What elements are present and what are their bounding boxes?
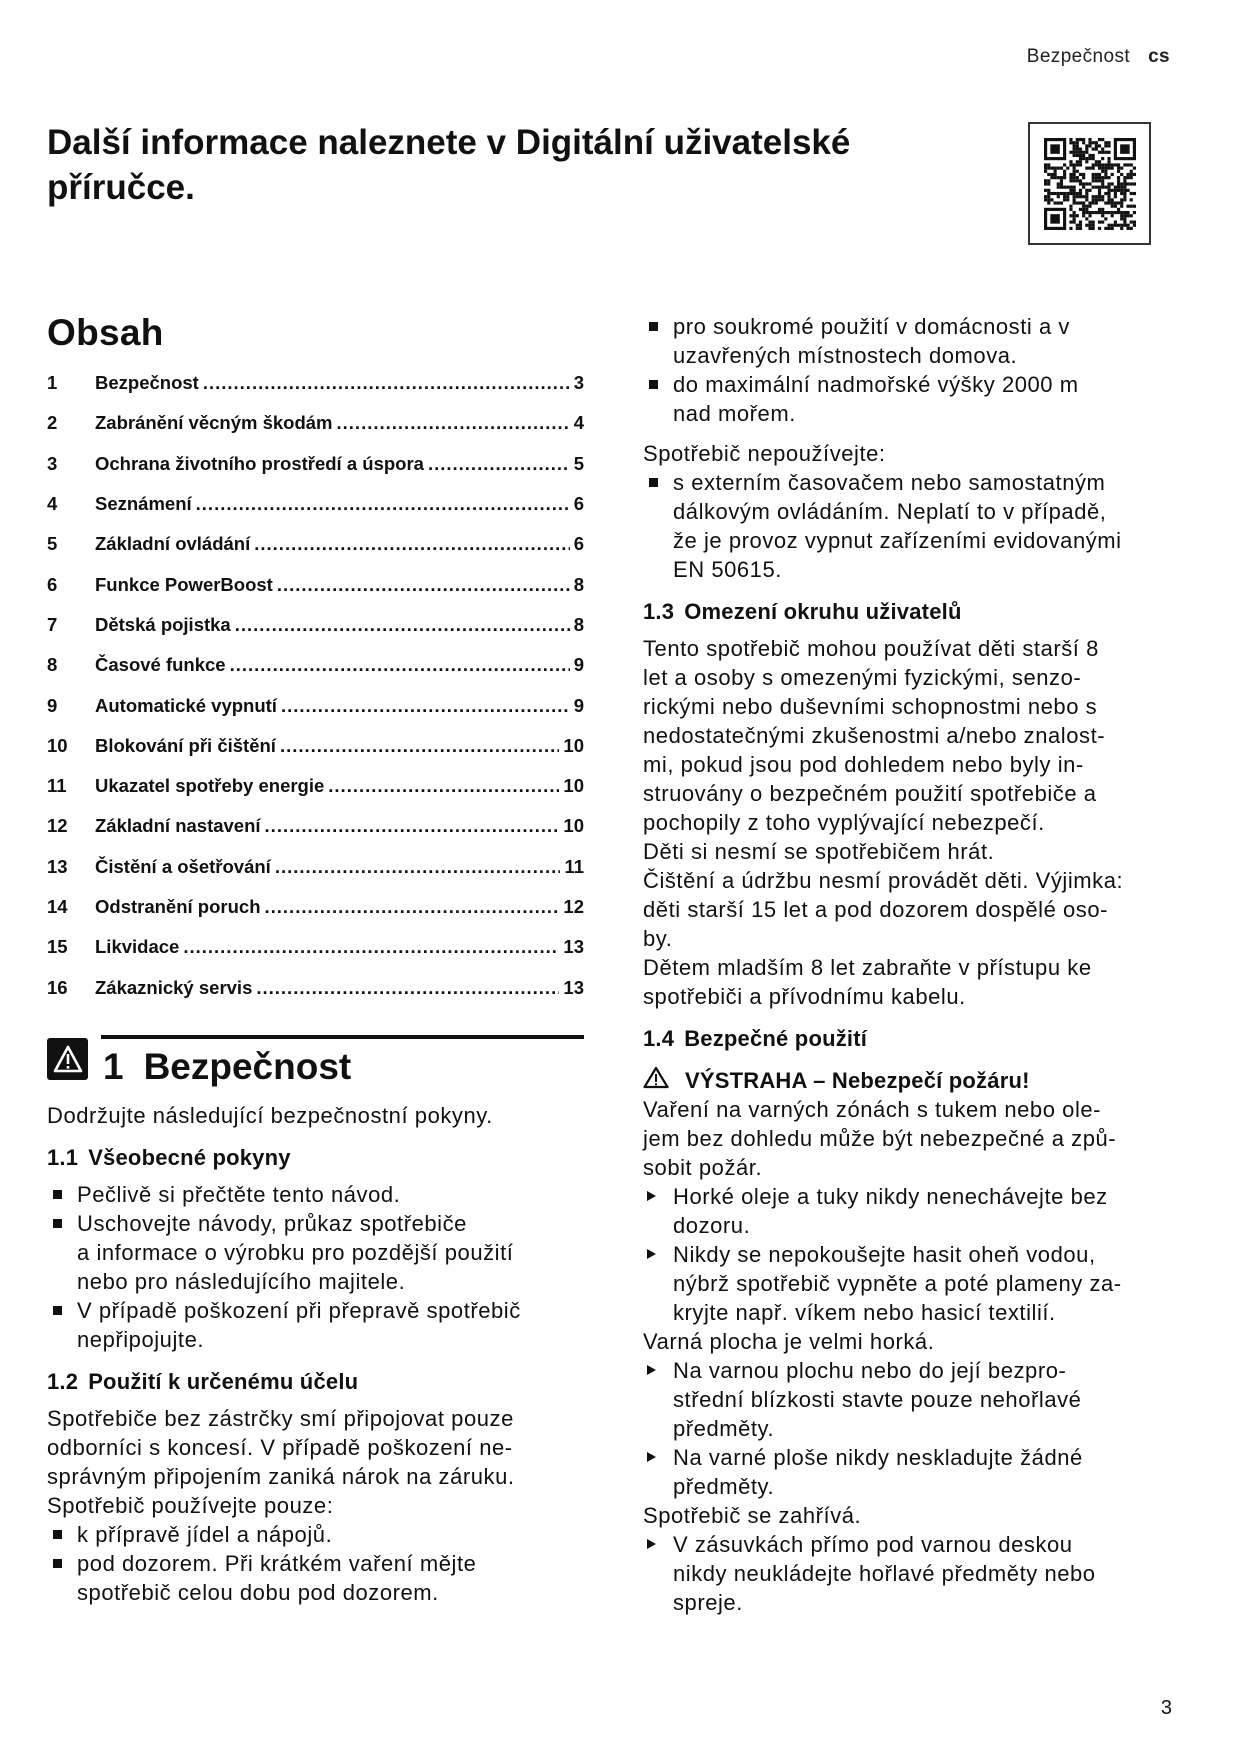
section-rule	[101, 1035, 584, 1039]
toc-item-number: 12	[47, 815, 68, 837]
instruction-step	[643, 1240, 1183, 1327]
toc-item[interactable]	[47, 605, 584, 645]
text-line: Varná plocha je velmi horká.	[643, 1329, 935, 1354]
arrow-right-icon	[647, 1365, 656, 1375]
toc-leader-dots	[328, 775, 559, 797]
toc-item-label: Bezpečnost	[95, 372, 199, 394]
bullet-item	[47, 1549, 587, 1607]
toc-leader-dots	[281, 695, 570, 717]
bullet-square-icon	[53, 1559, 62, 1568]
toc-item-number: 10	[47, 734, 68, 756]
subsection-number: 1.3	[643, 599, 675, 624]
toc-item[interactable]	[47, 524, 584, 564]
toc-item[interactable]	[47, 564, 584, 604]
text-line: let a osoby s omezenými fyzickými, senzo-	[643, 665, 1082, 690]
text-line: s externím časovačem nebo samostatným	[673, 470, 1106, 495]
toc-item-label: Funkce PowerBoost	[95, 573, 273, 595]
toc-item-page: 10	[563, 734, 584, 756]
subsection-number: 1.2	[47, 1369, 79, 1394]
paragraph	[47, 1404, 587, 1520]
toc-item[interactable]	[47, 927, 584, 967]
text-line: Dětem mladším 8 let zabraňte v přístupu ke	[643, 955, 1092, 980]
toc-item-number: 5	[47, 533, 58, 555]
toc-item-number: 13	[47, 855, 68, 877]
toc-leader-dots	[265, 815, 560, 837]
instruction-step	[643, 1443, 1183, 1501]
text-line: Na varné ploše nikdy neskladujte žádné	[673, 1445, 1083, 1470]
toc-item-page: 3	[573, 372, 584, 394]
left-column-content	[47, 1101, 587, 1607]
text-line: nýbrž spotřebič vypněte a poté plameny za-	[673, 1271, 1122, 1296]
subsection-heading	[47, 1367, 587, 1396]
toc-item[interactable]	[47, 806, 584, 846]
toc-item[interactable]	[47, 726, 584, 766]
subsection-heading	[643, 597, 1183, 626]
text-line: Děti si nesmí se spotřebičem hrát.	[643, 839, 995, 864]
paragraph	[643, 634, 1183, 1011]
text-line: spreje.	[673, 1590, 743, 1615]
text-line: a informace o výrobku pro pozdější použití	[77, 1240, 514, 1265]
toc-item-page: 5	[573, 452, 584, 474]
subsection-heading	[47, 1143, 587, 1172]
text-line: jem bez dohledu může být nebezpečné a způ-	[643, 1126, 1117, 1151]
text-line: pro soukromé použití v domácnosti a v	[673, 314, 1070, 339]
instruction-step	[643, 1356, 1183, 1443]
text-line: k přípravě jídel a nápojů.	[77, 1522, 333, 1547]
toc-item-page: 10	[563, 815, 584, 837]
text-line: Pečlivě si přečtěte tento návod.	[77, 1182, 401, 1207]
bullet-square-icon	[649, 380, 658, 389]
toc-item-number: 15	[47, 936, 68, 958]
text-line: Na varnou plochu nebo do její bezpro-	[673, 1358, 1067, 1383]
running-header-section: Bezpečnost	[1026, 46, 1131, 67]
bullet-item	[643, 370, 1183, 428]
bullet-square-icon	[53, 1306, 62, 1315]
text-line: Uschovejte návody, průkaz spotřebiče	[77, 1211, 467, 1236]
toc-title: Obsah	[47, 312, 164, 353]
qr-code-icon	[1044, 138, 1136, 230]
toc-item-page: 11	[564, 855, 584, 877]
toc-item-label: Likvidace	[95, 936, 180, 958]
toc-item-number: 14	[47, 896, 68, 917]
bullet-square-icon	[649, 322, 658, 331]
toc-leader-dots	[254, 533, 569, 555]
text-line: Tento spotřebič mohou používat děti starší 8	[643, 636, 1099, 661]
text-line: Spotřebič se zahřívá.	[643, 1503, 862, 1528]
instruction-step	[643, 1530, 1183, 1617]
paragraph	[643, 1501, 1183, 1530]
toc-leader-dots	[337, 412, 570, 434]
toc-item[interactable]	[47, 363, 584, 403]
toc-leader-dots	[183, 936, 559, 958]
toc-item-label: Ochrana životního prostředí a úspora	[95, 452, 424, 474]
bullet-square-icon	[53, 1190, 62, 1199]
toc-item-label: Blokování při čištění	[95, 734, 276, 756]
text-line: Spotřebič nepoužívejte:	[643, 441, 886, 466]
toc-item-label: Základní nastavení	[95, 815, 261, 837]
toc-item-label: Ukazatel spotřeby energie	[95, 775, 325, 797]
subsection-title: Všeobecné pokyny	[88, 1145, 291, 1170]
warning-triangle-icon	[47, 1038, 88, 1080]
subsection-heading	[643, 1024, 1183, 1053]
toc-item-page: 9	[573, 694, 584, 716]
toc-leader-dots	[196, 493, 570, 515]
toc-item-label: Časové funkce	[95, 654, 226, 676]
text-line: Spotřebiče bez zástrčky smí připojovat pouze	[47, 1406, 514, 1431]
paragraph	[643, 1095, 1183, 1182]
text-line: že je provoz vypnut zařízeními evidovanými	[673, 528, 1122, 553]
toc-item-label: Zákaznický servis	[95, 976, 253, 998]
text-line: uzavřených místnostech domova.	[673, 343, 1018, 368]
text-line: střední blízkosti stavte pouze nehořlavé	[673, 1387, 1082, 1412]
toc-leader-dots	[230, 654, 570, 676]
section-title: Bezpečnost	[143, 1046, 352, 1087]
text-line: nad mořem.	[673, 401, 796, 426]
section-number: 1	[103, 1046, 124, 1087]
toc-item-page: 9	[573, 654, 584, 676]
subsection-title: Použití k určenému účelu	[88, 1369, 359, 1394]
text-line: odborníci s koncesí. V případě poškození ne-	[47, 1435, 513, 1460]
warning-triangle-icon	[643, 1066, 685, 1096]
bullet-item	[47, 1180, 587, 1209]
toc-item-number: 6	[47, 573, 58, 595]
toc-item-label: Základní ovládání	[95, 533, 251, 555]
text-line: nikdy neukládejte hořlavé předměty nebo	[673, 1561, 1096, 1586]
toc-item-label: Automatické vypnutí	[95, 694, 277, 716]
arrow-right-icon	[647, 1539, 656, 1549]
toc-item-number: 4	[47, 493, 58, 515]
toc-item-page: 6	[573, 493, 584, 515]
toc-item-number: 2	[47, 412, 58, 434]
toc-leader-dots	[428, 453, 570, 475]
bullet-item	[47, 1209, 587, 1296]
paragraph	[643, 1327, 1183, 1356]
text-line: spotřebiči a přívodnímu kabelu.	[643, 984, 966, 1009]
toc-item-page: 13	[563, 976, 584, 998]
text-line: sobit požár.	[643, 1155, 763, 1180]
bullet-square-icon	[649, 478, 658, 487]
toc-item[interactable]	[47, 685, 584, 725]
toc-item-number: 1	[47, 372, 58, 394]
toc-item-page: 8	[573, 613, 584, 635]
toc-leader-dots	[277, 574, 570, 596]
toc-item-label: Seznámení	[95, 493, 192, 515]
toc-leader-dots	[265, 896, 560, 918]
subsection-title: Omezení okruhu uživatelů	[684, 599, 962, 624]
instruction-step	[643, 1182, 1183, 1240]
toc-item[interactable]	[47, 847, 584, 887]
title-line: příručce.	[47, 168, 195, 207]
text-line: Nikdy se nepokoušejte hasit oheň vodou,	[673, 1242, 1096, 1267]
page-number: 3	[1160, 1697, 1172, 1719]
warning-heading	[643, 1066, 1183, 1095]
text-line: předměty.	[673, 1416, 775, 1441]
text-line: Dodržujte následující bezpečnostní pokyny.	[47, 1103, 493, 1128]
table-of-contents	[47, 363, 584, 1008]
toc-item[interactable]	[47, 887, 584, 927]
text-line: pochopily z toho vyplývající nebezpečí.	[643, 810, 1045, 835]
toc-item-number: 11	[47, 775, 67, 797]
text-line: nedostatečnými zkušenostmi a/nebo znalost-	[643, 723, 1106, 748]
arrow-right-icon	[647, 1191, 656, 1201]
text-line: struovány o bezpečném použití spotřebiče a	[643, 781, 1097, 806]
toc-item-page: 12	[563, 896, 584, 917]
arrow-right-icon	[647, 1249, 656, 1259]
bullet-square-icon	[53, 1219, 62, 1228]
text-line: mi, pokud jsou pod dohledem nebo byly in-	[643, 752, 1084, 777]
bullet-item	[643, 468, 1183, 584]
text-line: do maximální nadmořské výšky 2000 m	[673, 372, 1079, 397]
arrow-right-icon	[647, 1452, 656, 1462]
bullet-item	[47, 1296, 587, 1354]
text-line: nebo pro následujícího majitele.	[77, 1269, 406, 1294]
toc-leader-dots	[256, 977, 559, 999]
text-line: kryjte např. víkem nebo hasicí textilií.	[673, 1300, 1056, 1325]
toc-item[interactable]	[47, 484, 584, 524]
text-line: nepřipojujte.	[77, 1327, 205, 1352]
text-line: dálkovým ovládáním. Neplatí to v případě,	[673, 499, 1107, 524]
toc-item-number: 16	[47, 976, 68, 998]
toc-item-number: 7	[47, 613, 58, 635]
bullet-square-icon	[53, 1530, 62, 1539]
text-line: spotřebič celou dobu pod dozorem.	[77, 1580, 439, 1605]
text-line: Čištění a údržbu nesmí provádět děti. Výjimka:	[643, 868, 1124, 893]
toc-item-label: Zabránění věcným škodám	[95, 412, 333, 434]
text-line: by.	[643, 926, 673, 951]
toc-item-page: 4	[573, 412, 584, 434]
title-line: Další informace naleznete v Digitální uživatelské	[47, 123, 851, 162]
text-line: V případě poškození při přepravě spotřebič	[77, 1298, 521, 1323]
toc-item-page: 6	[573, 533, 584, 555]
text-line: správným připojením zaniká nárok na záruku.	[47, 1464, 515, 1489]
toc-item-label: Dětská pojistka	[95, 613, 231, 635]
subsection-title: Bezpečné použití	[684, 1026, 868, 1051]
toc-item-number: 8	[47, 654, 58, 676]
bullet-item	[47, 1520, 587, 1549]
text-line: EN 50615.	[673, 557, 782, 582]
text-line: rickými nebo duševními schopnostmi nebo s	[643, 694, 1098, 719]
right-column-content	[643, 312, 1183, 1617]
toc-leader-dots	[275, 856, 561, 878]
language-code: cs	[1148, 46, 1170, 67]
toc-item-number: 9	[47, 694, 58, 716]
text-line: děti starší 15 let a pod dozorem dospělé oso-	[643, 897, 1109, 922]
toc-item[interactable]	[47, 645, 584, 685]
toc-item[interactable]	[47, 967, 584, 1007]
warning-text: VÝSTRAHA – Nebezpečí požáru!	[685, 1068, 1030, 1093]
text-line: pod dozorem. Při krátkém vaření mějte	[77, 1551, 477, 1576]
section-heading	[103, 1045, 351, 1089]
document-title	[47, 120, 947, 210]
paragraph	[47, 1101, 587, 1130]
toc-item-page: 13	[563, 936, 584, 958]
toc-item-label: Odstranění poruch	[95, 896, 261, 917]
text-line: Vaření na varných zónách s tukem nebo ole-	[643, 1097, 1102, 1122]
text-line: Spotřebič používejte pouze:	[47, 1493, 334, 1518]
toc-item[interactable]	[47, 403, 584, 443]
toc-item-page: 8	[573, 573, 584, 595]
toc-leader-dots	[203, 372, 570, 394]
toc-item[interactable]	[47, 766, 584, 806]
subsection-number: 1.1	[47, 1145, 79, 1170]
text-line: V zásuvkách přímo pod varnou deskou	[673, 1532, 1073, 1557]
qr-code[interactable]	[1028, 122, 1151, 245]
toc-item-page: 10	[563, 775, 584, 797]
bullet-item	[643, 312, 1183, 370]
text-line: Horké oleje a tuky nikdy nenechávejte bez	[673, 1184, 1108, 1209]
toc-item-label: Čistění a ošetřování	[95, 855, 271, 877]
running-header	[1027, 46, 1170, 68]
subsection-number: 1.4	[643, 1026, 675, 1051]
text-line: dozoru.	[673, 1213, 751, 1238]
toc-item-number: 3	[47, 452, 58, 474]
text-line: předměty.	[673, 1474, 775, 1499]
toc-leader-dots	[235, 614, 570, 636]
toc-leader-dots	[280, 735, 559, 757]
toc-item[interactable]	[47, 444, 584, 484]
paragraph	[643, 439, 1183, 468]
